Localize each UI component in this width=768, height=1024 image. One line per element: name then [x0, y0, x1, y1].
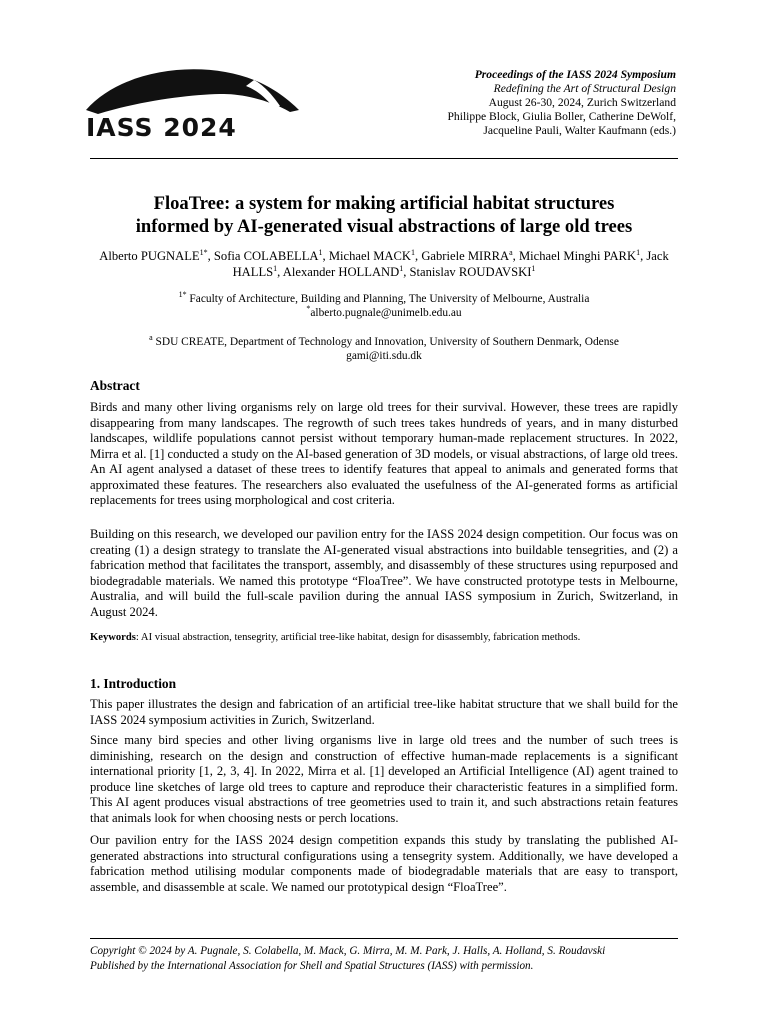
affiliation-mark: a	[149, 333, 153, 343]
editors-line-1: Philippe Block, Giulia Boller, Catherine DeWolf,	[447, 110, 676, 123]
keywords	[90, 631, 678, 645]
title-line-2: informed by AI-generated visual abstractions of large old trees	[135, 216, 633, 237]
abstract-heading: Abstract	[90, 378, 140, 393]
affiliation-text: Faculty of Architecture, Building and Planning, The University of Melbourne, Australia	[186, 293, 590, 305]
paper-title	[90, 192, 678, 238]
keywords-label: Keywords	[90, 632, 136, 643]
abstract-paragraph-2: Building on this research, we developed our pavilion entry for the IASS 2024 design competition. Our focus was on creating (1) a design strategy to translate the AI-generated visual abstractions into buildable tensegrities, and (2) a fabrication method that facilitates the transport, assembly, and disassembly of these structures using repurposed and biodegradable materials. We named this prototype “FloaTree”. We have constructed prototype tests in Melbourne, Australia, and will build the full-scale pavilion during the annual IASS symposium in Zurich, Switzerland, in August 2024.	[90, 527, 678, 619]
header-divider	[90, 158, 678, 159]
author-affiliation-mark: 1	[636, 247, 641, 257]
author-list	[90, 249, 678, 280]
author-email[interactable]: gami@iti.sdu.dk	[346, 350, 422, 362]
author-affiliation-mark: 1	[318, 247, 323, 257]
author-affiliation-mark: 1	[399, 263, 404, 273]
author-affiliation-mark: 1	[531, 263, 536, 273]
affiliation-melbourne	[90, 292, 678, 320]
author-name: , Michael MACK	[322, 249, 412, 263]
footer	[90, 944, 678, 973]
author-name: Alberto PUGNALE	[99, 249, 200, 263]
author-name: , Stanislav ROUDAVSKI	[403, 264, 532, 279]
publication-notice: Published by the International Association for Shell and Spatial Structures (IASS) with permission.	[90, 959, 534, 972]
editors-line-2: Jacqueline Pauli, Walter Kaufmann (eds.)	[483, 124, 676, 137]
affiliation-mark: 1*	[178, 290, 187, 300]
title-line-1: FloaTree: a system for making artificial habitat structures	[153, 193, 615, 214]
author-affiliation-mark: 1	[273, 263, 278, 273]
copyright-notice: Copyright © 2024 by A. Pugnale, S. Colabella, M. Mack, G. Mirra, M. M. Park, J. Halls, A. Holland, S. Roudavski	[90, 945, 606, 957]
author-name: , Alexander HOLLAND	[277, 264, 400, 279]
symposium-date-location: August 26-30, 2024, Zurich Switzerland	[488, 96, 676, 109]
proceedings-info	[346, 68, 676, 138]
proceedings-title: Proceedings of the IASS 2024 Symposium	[474, 68, 676, 81]
introduction-paragraph-1: This paper illustrates the design and fabrication of an artificial tree-like habitat structure that we shall build for the IASS 2024 symposium activities in Zurich, Switzerland.	[90, 697, 678, 727]
author-name: , Jack HALLS	[232, 249, 669, 279]
email-mark: *	[306, 304, 311, 314]
keywords-text: : AI visual abstraction, tensegrity, artificial tree-like habitat, design for disassembly, fabrication methods.	[135, 632, 581, 643]
affiliation-text: SDU CREATE, Department of Technology and Innovation, University of Southern Denmark, Odense	[152, 336, 619, 348]
introduction-paragraph-3: Our pavilion entry for the IASS 2024 design competition expands this study by translating the published AI-generated abstractions into structural configurations using a tensegrity system. Additionally, we have developed a fabrication method utilising modular components made of biodegradable materials that are easy to transport, assemble, and disassemble at scale. We named our prototypical design “FloaTree”.	[90, 833, 678, 894]
author-affiliation-mark: 1*	[199, 247, 208, 257]
author-name: , Gabriele MIRRA	[415, 249, 510, 263]
author-affiliation-mark: 1	[411, 247, 416, 257]
author-affiliation-mark: a	[509, 247, 513, 257]
author-name: , Sofia COLABELLA	[207, 249, 319, 263]
iass-2024-logo	[84, 62, 304, 140]
corresponding-email[interactable]: alberto.pugnale@unimelb.edu.au	[310, 307, 462, 319]
footer-divider	[90, 938, 678, 939]
introduction-heading: 1. Introduction	[90, 676, 177, 691]
author-name: , Michael Minghi PARK	[512, 249, 637, 263]
introduction-paragraph-2: Since many bird species and other living organisms live in large old trees and the number of such trees is diminishing, research on the design and construction of effective human-made replacements is a significant international priority [1, 2, 3, 4]. In 2022, Mirra et al. [1] developed an Artificial Intelligence (AI) agent trained to produce line sketches of large old trees to capture and reproduce their characteristic features in a simplified form. This AI agent produces visual abstractions of tree geometries used to train it, and such abstractions retain features that animals look for when choosing nests or perch locations.	[90, 733, 678, 825]
svg-text:IASS 2024: IASS 2024	[86, 113, 237, 140]
affiliation-sdu	[90, 335, 678, 363]
symposium-subtitle: Redefining the Art of Structural Design	[493, 82, 676, 95]
abstract-paragraph-1: Birds and many other living organisms rely on large old trees for their survival. However, these trees are rapidly disappearing from many landscapes. The regrowth of such trees takes hundreds of years, and in many disturbed landscapes, wildlife populations cannot persist without temporary human-made replacement structures. In 2022, Mirra et al. [1] conducted a study on the AI-based generation of 3D models, or visual abstractions, of large old trees. An AI agent analysed a dataset of these trees to identify features that appeal to animals and generated forms that approximated these features. The researchers also evaluated the usefulness of the AI-generated forms as artificial replacements for trees using morphological and cost criteria.	[90, 400, 678, 507]
